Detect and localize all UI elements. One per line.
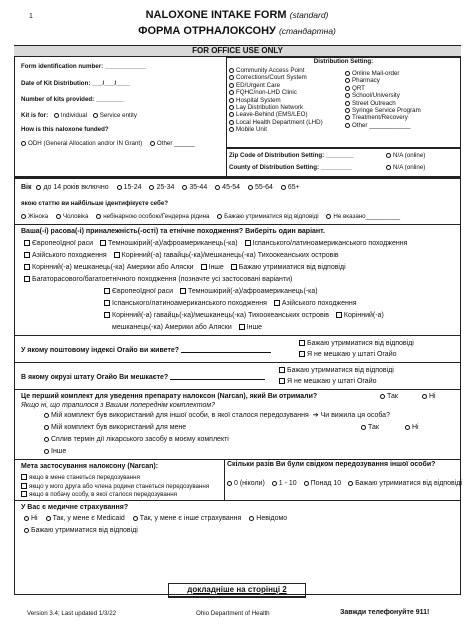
setting-zip-na[interactable]: N/A (online): [386, 152, 425, 159]
race-multi-option[interactable]: Корінний(-а): [336, 312, 384, 319]
emergency-text: Завжди телефонуйте 911!: [340, 609, 430, 616]
settings-col2: [345, 70, 421, 129]
witness-option[interactable]: Бажаю утримиатися від відповіді: [348, 480, 462, 487]
gender-option[interactable]: Жінока: [21, 213, 48, 220]
first-kit-subnote: Якщо ні, що трапилося з Вашим попереднім комплектом?: [21, 402, 216, 409]
first-kit-no[interactable]: Ні: [422, 393, 436, 401]
witness-row: [227, 480, 462, 488]
section-divider: [14, 176, 461, 179]
setting-item[interactable]: QRT: [345, 85, 421, 92]
odh-text: Ohio Department of Health: [196, 610, 270, 617]
zip-decline[interactable]: Бажаю утримиатися від відповіді: [299, 340, 414, 348]
version-text: Version 3.4; Last updated 1/3/22: [27, 610, 117, 617]
race-option[interactable]: Азійського походження: [24, 252, 107, 259]
race-multi-option[interactable]: Азійського походження: [274, 300, 357, 307]
setting-item[interactable]: School/University: [345, 92, 421, 99]
race-row-3: [24, 264, 346, 272]
race-multi-option[interactable]: Корінний(-а) гавайць(-ка)/мешканець(-ка) Тихоокеанських островів: [104, 312, 329, 319]
first-kit-option[interactable]: Сплив термін дії лікарського засобу в моєму комплекті: [44, 436, 390, 448]
page-title: NALOXONE INTAKE FORM (standard): [145, 9, 329, 21]
insurance-option[interactable]: Невідомо: [249, 515, 287, 522]
insurance-option[interactable]: Так, у мене є Medicaid: [46, 515, 125, 522]
race-question: Ваша(-і) расова(-і) приналежність(-ості) та етнічне походження? Виберіть один варіант.: [21, 228, 325, 235]
insurance-option[interactable]: Ні: [24, 515, 38, 522]
first-kit-items: [44, 412, 390, 460]
purpose-items: [21, 474, 209, 500]
continue-link[interactable]: докладніше на сторінці 2: [168, 583, 306, 598]
race-multi-option[interactable]: Багаторасового/багатоетнічного походження (позначте усі застосовані варіанти): [24, 276, 292, 284]
setting-item[interactable]: Pharmacy: [345, 77, 421, 84]
race-multi-row-3: [104, 312, 384, 320]
race-multi-option[interactable]: Інше: [239, 324, 262, 331]
age-option[interactable]: 45-54: [215, 184, 240, 191]
first-kit-option[interactable]: Інше: [44, 448, 390, 460]
funded-row: [21, 140, 195, 147]
age-option[interactable]: 25-34: [149, 184, 174, 191]
race-multi-row-1: [104, 288, 318, 296]
kit-for-row: Kit is for: Individual Service entity: [21, 112, 137, 119]
race-option[interactable]: Іспанського/латиноамериканського походження: [245, 240, 408, 247]
funded-label: How is this naloxone funded?: [21, 126, 109, 133]
first-kit-option[interactable]: Мій комплект був використаний для іншої особи, в якої сталося передозування ➔ Чи вижила ця особа?: [44, 412, 390, 424]
insurance-option[interactable]: Так, у мене є інше страхування: [133, 515, 242, 522]
county-not-ohio[interactable]: Я не мешкаю у штаті Огайо: [279, 378, 377, 386]
first-kit-question: Це перший комплект для уведення препарату налоксон (Narcan), який Ви отримали?: [21, 393, 318, 400]
gender-row: [21, 213, 400, 220]
setting-county-na[interactable]: N/A (online): [386, 164, 425, 171]
purpose-heading: Мета застосування налоксону (Narcan):: [21, 463, 159, 470]
race-option[interactable]: Темношкірий(-а)/афроамериканець(-ка): [100, 240, 238, 247]
age-option[interactable]: 35-44: [182, 184, 207, 191]
race-multi-row-2: [104, 300, 357, 308]
settings-col1: [229, 67, 323, 134]
date-field[interactable]: Date of Kit Distribution: ___/___/____: [21, 80, 131, 87]
age-option[interactable]: до 14 років включно: [36, 184, 108, 191]
race-row-2: [24, 252, 339, 260]
county-input[interactable]: [170, 372, 265, 380]
insurance-decline[interactable]: Бажаю утримиатися від відповіді: [24, 527, 138, 535]
age-option[interactable]: 65+: [281, 184, 300, 191]
funded-other-radio[interactable]: Other ______: [150, 140, 195, 147]
setting-item[interactable]: Local Health Department (LHD): [229, 119, 323, 126]
form-id-field[interactable]: Form identification number: ____________: [21, 63, 147, 70]
witness-option[interactable]: Понад 10: [304, 480, 342, 487]
race-option[interactable]: Бажаю утримиатися від відповіді: [231, 264, 346, 271]
witness-option[interactable]: 1 - 10: [272, 480, 297, 487]
kit-service-radio[interactable]: Service entity: [93, 112, 137, 119]
setting-item[interactable]: ED/Urgent Care: [229, 82, 323, 89]
setting-zip-field[interactable]: Zip Code of Distribution Setting: ________: [229, 152, 354, 159]
witness-heading: Скільки разів Ви були свідком передозування іншої особи?: [227, 461, 436, 468]
gender-option[interactable]: небінарною особою/Гендерна рідина: [96, 213, 209, 220]
office-heading: FOR OFFICE USE ONLY: [14, 46, 461, 57]
setting-item[interactable]: Corrections/Court System: [229, 74, 323, 81]
race-row-1: [24, 240, 407, 248]
setting-heading: Distribution Setting:: [313, 58, 374, 65]
kit-individual-radio[interactable]: Individual: [54, 112, 87, 119]
age-row: Вік до 14 років включно 15-24 25-34 35-44 45-54 55-64 65+: [21, 184, 300, 191]
survived-yes[interactable]: Так: [361, 424, 379, 432]
setting-item[interactable]: Syringe Service Program: [345, 107, 421, 114]
race-multi-option[interactable]: Темношкірий(-а)/афроамериканець(-ка): [180, 288, 318, 295]
gender-option[interactable]: Чоловіка: [56, 213, 89, 220]
race-multi-row-4: мешканець(-ка) Америки або Аляски Інше: [112, 324, 263, 331]
survived-no[interactable]: Ні: [405, 424, 419, 432]
race-multi-option[interactable]: Європеоїдної раси: [104, 288, 173, 295]
funded-odh-radio[interactable]: ODH (General Allocation and/or IN Grant): [21, 140, 142, 147]
setting-item[interactable]: Other ____________: [345, 122, 421, 129]
race-option[interactable]: Європеоїдної раси: [24, 240, 93, 247]
gender-option[interactable]: Бажаю утримиатися від відповіді: [217, 213, 318, 220]
kits-field[interactable]: Number of kits provided: ________: [21, 96, 124, 103]
witness-option[interactable]: 0 (ніколи): [227, 480, 265, 487]
insurance-row: [24, 515, 287, 523]
age-option[interactable]: 15-24: [117, 184, 142, 191]
setting-item[interactable]: Treatment/Recovery: [345, 114, 421, 121]
setting-item[interactable]: Hospital System: [229, 97, 323, 104]
page-title-uk: ФОРМА ОТРНАЛОКСОНУ (стандартна): [138, 25, 336, 37]
setting-item[interactable]: Mobile Unit: [229, 126, 323, 133]
county-decline[interactable]: Бажаю утримиатися від відповіді: [279, 367, 394, 375]
race-multi-option[interactable]: Іспанського/латиноамериканського походження: [104, 300, 267, 307]
race-option[interactable]: Корінний(-а) гавайць(-ка)/мешканець(-ка) Тихоокеанських островів: [114, 252, 339, 259]
purpose-option[interactable]: якщо в побачу особу, в якої сталося передозування: [21, 491, 209, 500]
setting-item[interactable]: Street Outreach: [345, 100, 421, 107]
gender-question: якою статтю ви найбільше ідентифікуєте себе?: [21, 200, 169, 207]
setting-item[interactable]: Lay Distribution Network: [229, 104, 323, 111]
zip-not-ohio[interactable]: Я не мешкаю у штаті Огайо: [299, 351, 397, 359]
setting-item[interactable]: Community Access Point: [229, 67, 323, 74]
purpose-option[interactable]: якщо в мене станеться передозування: [21, 474, 209, 483]
setting-item[interactable]: Online Mail-order: [345, 70, 421, 77]
first-kit-option[interactable]: Мій комплект був використаний для мене: [44, 424, 390, 436]
county-question: В якому окрузі штату Огайо Ви мешкаєте?: [21, 372, 265, 382]
setting-item[interactable]: Leave-Behind (EMS/LEO): [229, 111, 323, 118]
page-number: 1: [29, 13, 33, 20]
gender-option[interactable]: Не вказано__________: [326, 213, 400, 220]
purpose-option[interactable]: якщо у мого друга або члена родини станеться передозування: [21, 483, 209, 492]
insurance-question: У Вас є медичне страхування?: [21, 504, 129, 511]
setting-item[interactable]: FQHC/non-LHD Clinic: [229, 89, 323, 96]
zip-input[interactable]: [181, 345, 271, 353]
age-option[interactable]: 55-64: [248, 184, 273, 191]
race-option[interactable]: Інше: [201, 264, 224, 271]
first-kit-yes[interactable]: Так: [380, 393, 398, 401]
race-option[interactable]: Корінний(-а) мешканець(-ка) Америки або Аляски: [24, 264, 194, 271]
zip-question: У якому поштовому індексі Огайо ви живете?: [21, 345, 271, 355]
setting-county-field[interactable]: County of Distribution Setting: _________: [229, 164, 352, 171]
